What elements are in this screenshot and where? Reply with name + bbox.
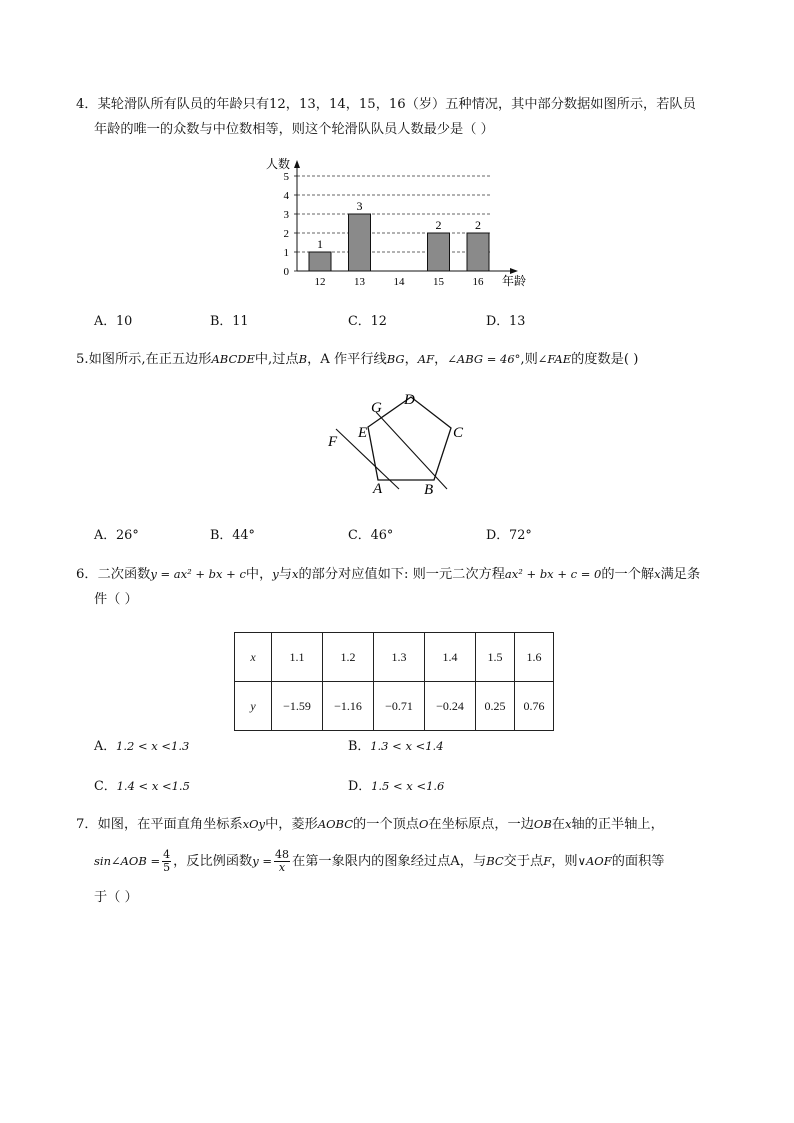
- y-tick-label: 5: [283, 171, 289, 183]
- q4-option-b: B．11: [210, 314, 249, 329]
- q5-line1: [76, 350, 638, 369]
- bar: [349, 214, 371, 271]
- q6-text-c: 中，: [245, 567, 273, 582]
- x-tick-label: 16: [472, 276, 484, 288]
- table-cell: 1.6: [515, 633, 554, 682]
- label-a: A: [373, 481, 383, 497]
- bar: [309, 252, 331, 271]
- bar: [428, 233, 450, 271]
- line-af: [336, 429, 399, 489]
- label-g: G: [371, 400, 382, 416]
- y-tick-label: 1: [283, 247, 289, 259]
- q7-line2: [94, 846, 664, 877]
- q4-option-a: A．10: [94, 314, 133, 329]
- table-cell: 1.3: [374, 633, 425, 682]
- bar: [467, 233, 489, 271]
- q6-text-a: 6．二次函数: [76, 567, 151, 582]
- fraction-numerator: 48: [275, 848, 290, 861]
- q4-option-d: D．13: [486, 314, 526, 329]
- q6-equation: ax² + bx + c = 0: [504, 567, 602, 581]
- table-cell: 1.1: [272, 633, 323, 682]
- q6-text-g: 的部分对应值如下: 则一元二次方程: [298, 567, 505, 582]
- option-letter: A．: [94, 739, 117, 754]
- label-e: E: [358, 425, 368, 441]
- y-tick-label: 3: [283, 209, 289, 221]
- q7-point-f: F: [543, 854, 552, 868]
- y-axis-label: 人数: [266, 157, 291, 171]
- q7-text-d: 在第一象限内的图象经过点A，与: [292, 854, 487, 869]
- bar-data-label: 2: [475, 218, 481, 232]
- q5-line-bg: BG: [386, 352, 405, 366]
- bar-chart: [262, 152, 532, 292]
- q5-angle-fae: ∠FAE: [537, 352, 572, 366]
- option-letter: D．: [348, 779, 372, 794]
- q6-text-e: 与: [278, 567, 292, 582]
- table-cell: x: [235, 633, 272, 682]
- q5-option-a: A．26°: [94, 528, 139, 543]
- q7-coord-system: xOy: [242, 817, 266, 831]
- q7-point-o: O: [418, 817, 429, 831]
- q4-line2: 年龄的唯一的众数与中位数相等，则这个轮滑队队员人数最少是（ ）: [94, 122, 494, 137]
- q7-text-j: 的面积等: [611, 854, 665, 869]
- option-range: 1.2 < x <1.3: [116, 739, 190, 753]
- q5-text-a: 5.如图所示,在正五边形: [76, 352, 212, 367]
- q7-sin-expr: sin∠AOB =: [94, 854, 161, 868]
- q5-text-c: 中,过点: [254, 352, 299, 367]
- q7-text-e: 的一个顶点: [353, 817, 419, 832]
- fraction-numerator: 4: [163, 848, 171, 861]
- bar-data-label: 2: [435, 218, 442, 232]
- q7-text-a: 7．如图，在平面直角坐标系: [76, 817, 243, 832]
- label-d: D: [404, 392, 415, 408]
- table-row-y: [235, 682, 554, 731]
- table-cell: −0.24: [425, 682, 476, 731]
- q4-line1: 4．某轮滑队所有队员的年龄只有12，13，14，15，16（岁）五种情况，其中部分数据如图所示，若队员: [76, 97, 696, 112]
- table-cell: −1.59: [272, 682, 323, 731]
- table-cell: y: [235, 682, 272, 731]
- q6-value-table: [234, 632, 554, 731]
- q6-option-a: [94, 735, 189, 754]
- x-axis-label: 年龄: [502, 274, 527, 288]
- pentagon-figure: [320, 385, 480, 500]
- q6-var-y: y: [272, 567, 279, 581]
- y-axis-arrow: [294, 160, 300, 168]
- q5-option-d: D．72°: [486, 528, 532, 543]
- q6-text-i: 的一个解: [601, 567, 655, 582]
- q7-text-g: 在坐标原点，一边: [428, 817, 534, 832]
- q6-function: y = ax² + bx + c: [150, 567, 246, 581]
- table-row-x: [235, 633, 554, 682]
- q5-line-af: AF: [417, 352, 435, 366]
- q7-text-b: ，反比例函数: [173, 854, 253, 869]
- q7-fraction-48-x: [274, 849, 290, 874]
- label-b: B: [424, 482, 434, 498]
- q7-side-bc: BC: [486, 854, 504, 868]
- table-cell: 1.2: [323, 633, 374, 682]
- label-c: C: [453, 425, 464, 441]
- q7-fraction-4-5: [162, 849, 171, 874]
- q7-line1: [76, 815, 664, 834]
- table-cell: 1.4: [425, 633, 476, 682]
- q6-text-k: 满足条: [660, 567, 701, 582]
- q6-var-x: x: [291, 567, 299, 581]
- q6-var-x2: x: [654, 567, 661, 581]
- q7-triangle-aof: ∨AOF: [577, 854, 612, 868]
- q5-pentagon-name: ABCDE: [211, 352, 255, 366]
- y-tick-label: 0: [283, 266, 289, 278]
- q5-option-c: C．46°: [348, 528, 394, 543]
- table-cell: 1.5: [476, 633, 515, 682]
- option-letter: C．: [94, 779, 117, 794]
- q6-option-d: [348, 775, 444, 794]
- q5-text-e: ，A 作平行线: [307, 352, 387, 367]
- q4-option-c: C．12: [348, 314, 387, 329]
- q7-text-i: 在: [551, 817, 565, 832]
- table-cell: −0.71: [374, 682, 425, 731]
- x-tick-label: 13: [354, 276, 365, 288]
- table-cell: 0.76: [515, 682, 554, 731]
- label-f: F: [328, 434, 338, 450]
- x-tick-label: 15: [433, 276, 444, 288]
- q5-text-k: ,则: [520, 352, 538, 367]
- q7-text-k: 轴的正半轴上，: [571, 817, 664, 832]
- x-tick-label: 12: [314, 276, 326, 288]
- q6-line2: 件（ ）: [94, 592, 138, 607]
- q7-line3: 于（ ）: [94, 890, 138, 905]
- q5-angle-abg: ∠ABG = 46°: [447, 352, 521, 366]
- q7-func-y: y =: [252, 854, 273, 868]
- fraction-denominator: 5: [163, 861, 171, 874]
- q6-option-c: [94, 775, 190, 794]
- q5-text-i: ，: [434, 352, 448, 367]
- bar-data-label: 3: [356, 199, 363, 213]
- fraction-denominator: x: [278, 861, 286, 874]
- option-range: 1.3 < x <1.4: [370, 739, 444, 753]
- q5-option-b: B．44°: [210, 528, 255, 543]
- q5-text-g: ，: [404, 352, 418, 367]
- q7-axis-x: x: [564, 817, 572, 831]
- bar-data-label: 1: [317, 237, 323, 251]
- q7-text-h: ，则: [551, 854, 578, 869]
- q7-text-f: 交于点: [503, 854, 544, 869]
- option-range: 1.4 < x <1.5: [116, 779, 190, 793]
- q6-line1: [76, 565, 700, 584]
- x-tick-label: 14: [393, 276, 405, 288]
- table-cell: 0.25: [476, 682, 515, 731]
- q7-rhombus: AOBC: [317, 817, 354, 831]
- table-cell: −1.16: [323, 682, 374, 731]
- q7-text-c: 中，菱形: [265, 817, 318, 832]
- option-range: 1.5 < x <1.6: [371, 779, 445, 793]
- q5-text-m: 的度数是( ): [571, 352, 639, 367]
- q5-point-b: B: [298, 352, 308, 366]
- q6-option-b: [348, 735, 444, 754]
- y-tick-label: 2: [283, 228, 289, 240]
- q7-side-ob: OB: [533, 817, 552, 831]
- y-tick-label: 4: [283, 190, 289, 202]
- option-letter: B．: [348, 739, 371, 754]
